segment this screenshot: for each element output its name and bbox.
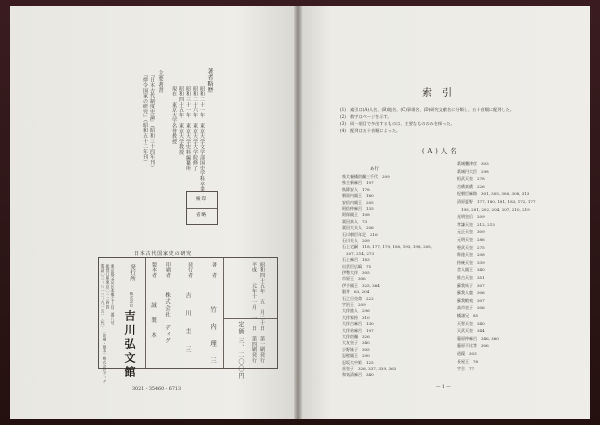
bio-line: 昭和二十一年 東京大学文学部国史学科卒業 [199,86,205,192]
book-title: 日本古代国家史の研究 [134,251,193,257]
index-entry: 安倍内親王 205 [342,199,374,205]
index-entry: 粟田真人 73 [342,218,368,224]
index-entry: 石川夫人 209 [342,238,370,243]
index-entry: 阿倍仲麻呂 135 [342,206,374,211]
index-entry: 橘諸兄 85 [457,313,479,318]
seal-label-bottom: 省略 [196,213,207,218]
index-entry: 石川朝臣年足 216 [342,231,378,237]
index-entry: 大友皇子 340 [342,340,370,346]
edition-date-line: 昭和四十五年 五 月二十日 第一刷発行 [259,262,265,363]
index-entry: 藤原仲麻呂 346, 360 [457,335,499,341]
index-entry: 元明天皇 286 [457,237,485,242]
index-entry: 天智天皇 340 [457,320,485,326]
binder-name: 誠 製 本 [150,302,156,340]
index-entry: 孝謙天皇 212, 213 [457,221,495,227]
index-entry: 持統天皇 339 [457,259,485,265]
index-entry: 桓武天皇 278 [457,176,485,182]
index-entry: 石上宅嗣 118, 177, 179, 180, 193, 198, 205, [342,244,432,250]
index-entry: 称徳天皇 208 [457,252,485,258]
printer-name: 株式会社 ディグ [164,292,170,344]
page-folio: — 1 — [436,385,451,390]
price: 定価 三、二〇〇円 [237,321,244,380]
works-line: 『日本古代制度史論』（昭和三十四年刊） [149,72,155,171]
index-entry: 元正天皇 309 [457,229,485,235]
bio-heading: 著者略歴 [206,68,213,94]
index-entry: 市原王 306 [342,276,366,282]
index-entry: 宇合 77 [457,366,475,372]
index-entry: 道鏡 303 [457,351,477,356]
index-entry: 忍壁親王 290 [342,353,370,359]
index-entry: 大伴家持 310 [342,314,370,320]
index-entry: 県犬養橘宿禰三千代 209 [342,174,390,179]
index-entry: 清原夏野 177, 180, 181, 183, 172, 177 [457,199,536,204]
index-title: 索引 [422,88,462,99]
index-entry: 聖武天皇 275 [457,244,485,250]
index-entry: 蘇我蝦夷 307 [457,297,485,303]
index-entry: 首皇子 326, 337, 339, 363 [342,366,397,371]
address-line: 電話〇三－八一三－九一五一〈代〉 [101,264,106,330]
index-entry: 長屋王 76 [457,358,479,364]
index-entry: 小野妹子 305 [342,346,370,352]
index-entry: 蘇我入鹿 306 [457,290,485,296]
index-entry: 伊予親王 325, 364 [342,282,380,288]
index-column-2 [457,162,582,387]
publisher-person: 吉 川 圭 三 [184,292,191,355]
bio-line: 昭和三十一年 東京大学史料編纂所 [185,86,191,171]
index-note: (1) 索引は(A)人名、(B)地名、(C)事項名、(D)研究文献名に分類し、五十音順に配列した。 [340,107,515,112]
index-entry: 吉備真備 226 [457,183,485,189]
index-column-1 [342,175,460,385]
publisher-label: 発行者 [187,262,193,278]
index-entry: 阿保親王 108 [342,212,370,218]
index-entry: 推古天皇 351 [457,275,485,280]
index-entry: 207, 214, 273 [342,250,374,256]
house-small: 株式会社 [130,292,134,308]
index-entry: 葛城襲津彦 303 [457,161,489,166]
index-entry: 大伴弟麻呂 197 [342,327,374,333]
bio-line: 現在 東京大学名誉教授 [171,86,177,145]
author-name: 竹 内 理 三 [209,306,217,366]
index-entry: 大伴古麻呂 130 [342,321,374,327]
index-entry: 天武天皇 344 [457,328,485,334]
index-entry: 出雲臣広嶋 75 [342,263,372,269]
index-entry: 磐井 63, 204 [342,289,370,295]
index-entry: 忍坂大中姫 125 [342,359,374,365]
bio-line: 昭和二十六年 東京大学大学院修了 [192,86,198,171]
index-entry: 秋篠安人 178 [342,186,370,192]
right-page-index [302,6,590,419]
address-line: 振替口座東京〇一二四四 [106,264,111,310]
index-entry: 葛城円大臣 298 [457,168,489,174]
address-line: 東京都文京区本郷七丁目二番八号 [111,264,116,326]
index-entry: 粟田大夫人 206 [342,225,374,231]
index-entry: 大伴旅人 296 [342,308,370,314]
index-entry: 伊勢大伴 305 [342,270,370,275]
index-note: (2) 数字はページを示す。 [340,114,392,119]
isbn-code: 3021 - 35460 - 6713 [132,387,182,392]
author-label: 著 者 [211,262,217,278]
index-entry: 県主新麻呂 197 [342,180,374,186]
bio-line: 昭和四十五年 東京大学教授 [178,86,184,155]
index-entry: 高市皇子 306 [457,305,485,311]
index-entry: 和気清麻呂 340 [342,372,374,378]
index-entry: 朝原内親王 180 [342,193,374,199]
works-line: 『律令国家の研究』（昭和五十二年刊） [142,72,148,165]
book-gutter [294,6,302,419]
printer-label: 印刷者 [165,262,171,278]
seal-label-top: 検印 [196,197,207,202]
index-entry: 大伴宿禰 326 [342,334,370,339]
section-heading: (A)人名 [422,147,460,155]
index-entry: 舎人親王 340 [457,267,485,273]
publisher-house-name: 吉川弘文館 [123,310,136,380]
index-note: (3) 同一項目で多出するものは、主要なもののみを採った。 [340,121,455,126]
house-note: 〈印刷・製本〉株式会社ディグ [103,330,107,384]
index-entry: 石上麻呂 183 [342,257,370,263]
seal-box [186,191,218,225]
left-page-colophon [10,6,294,419]
binder-label: 製本者 [151,262,157,278]
index-entry: 蘇我馬子 307 [457,282,485,288]
index-entry: 石之日売命 222 [342,295,374,301]
index-entry: 宇治王 209 [342,302,366,307]
kana-group-heading: あ行 [370,167,379,172]
index-entry: 紀朝臣麻路 301, 305, 306, 308, 313 [457,191,530,197]
works-heading: 主要著書 [157,70,163,94]
index-entry: 195, 201, 202, 204, 207, 210, 219 [457,206,530,212]
index-entry: 光明皇后 209 [457,214,485,220]
edition-date-line: 平成 元年十一月 一 日 第四刷発行 [251,262,257,363]
index-note: (4) 配列は五十音順によった。 [340,128,401,133]
index-entry: 藤原不比等 306 [457,343,489,349]
house-label: 発行所 [129,264,135,282]
